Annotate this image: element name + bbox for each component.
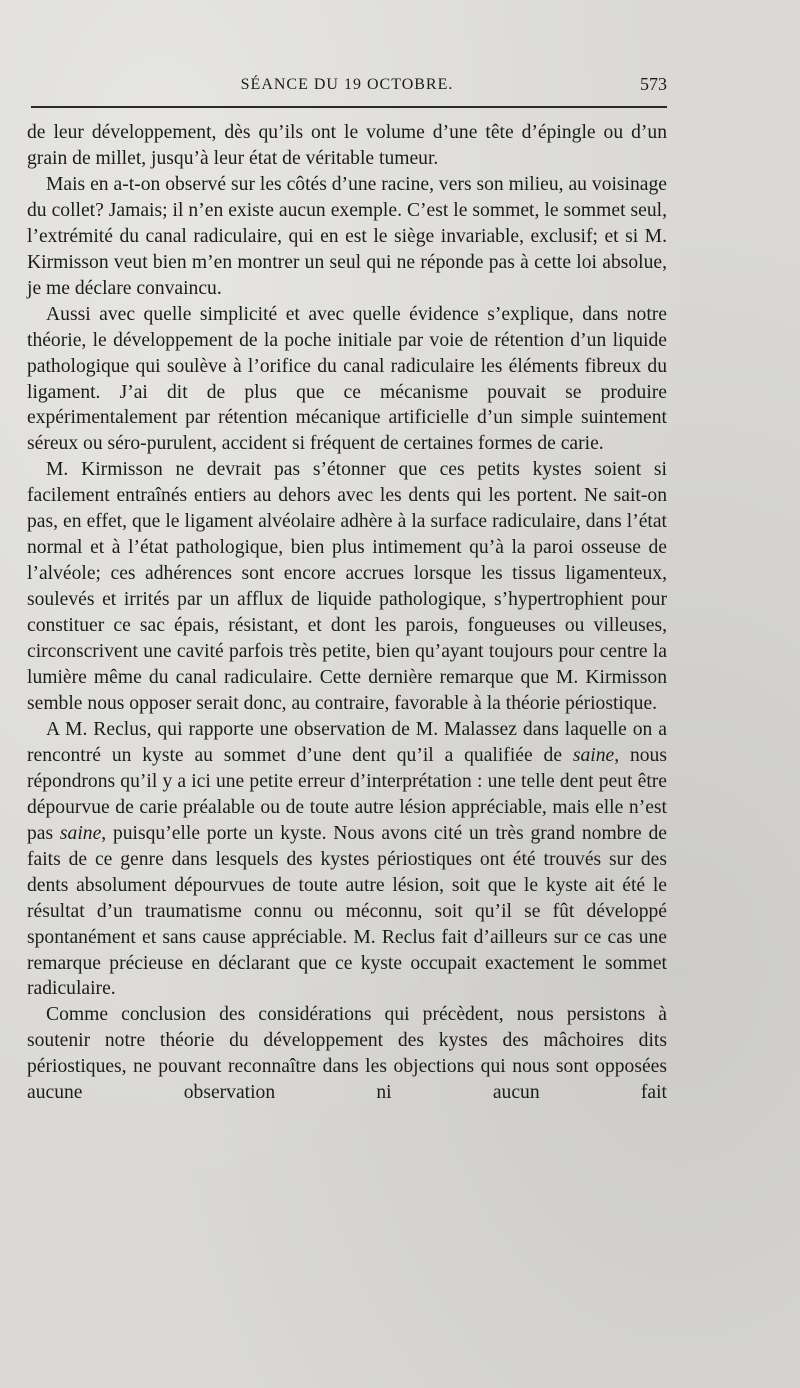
italic-word: saine bbox=[59, 822, 102, 844]
running-head bbox=[27, 72, 667, 102]
header-rule bbox=[31, 106, 667, 108]
paragraph: Aussi avec quelle simplicité et avec quelle évidence s’explique, dans notre théorie, le développement de la poche initiale par voie de rétention d’un liquide pathologique qui soulève à l’orifice du canal radiculaire les éléments fibreux du ligament. J’ai dit de plus que ce mécanisme pouvait se produire expérimentalement par rétention mécanique artificielle d’un simple suintement séreux ou séro-purulent, accident si fréquent de certaines formes de carie. bbox=[27, 303, 667, 455]
paragraph bbox=[27, 717, 667, 1002]
running-title: SÉANCE DU 19 OCTOBRE. bbox=[240, 76, 454, 93]
paragraph: Mais en a-t-on observé sur les côtés d’une racine, vers son milieu, au voisinage du collet? Jamais; il n’en existe aucun exemple. C’est le sommet, le sommet seul, l’extrémité du canal radiculaire, qui en est le siège invariable, exclusif; et si M. Kirmisson veut bien m’en montrer un seul qui ne réponde pas à cette loi absolue, je me déclare convaincu. bbox=[27, 173, 667, 299]
paragraph-text: A M. Reclus, qui rapporte une observation de M. Malassez dans laquelle on a rencontré un kyste au sommet d’une dent qu’il a qualifiée de bbox=[27, 718, 667, 766]
page-number: 573 bbox=[640, 74, 667, 94]
paragraph: M. Kirmisson ne devrait pas s’étonner que ces petits kystes soient si facilement entraînés entiers au dehors avec les dents qui les portent. Ne sait-on pas, en effet, que le ligament alvéolaire adhère à la surface radiculaire, dans l’état normal et à l’état pathologique, bien plus intimement qu’à la paroi osseuse de l’alvéole; ces adhérences sont encore accrues lorsque les tissus ligamenteux, soulevés et irrités par un afflux de liquide pathologique, s’hypertrophient pour constituer ce sac épais, résistant, et dont les parois, fongueuses ou villeuses, circonscrivent une cavité parfois très petite, bien qu’ayant toujours pour centre la lumière même du canal radiculaire. Cette dernière remarque que M. Kirmisson semble nous opposer serait donc, au contraire, favorable à la théorie périostique. bbox=[27, 459, 667, 714]
book-page bbox=[27, 72, 667, 1106]
body-text bbox=[27, 120, 667, 1106]
paragraph-text: , puisqu’elle porte un kyste. Nous avons cité un très grand nombre de faits de ce genre dans lesquels des kystes périostiques ont été trouvés sur des dents absolument dépourvues de toute autre lésion, soit que le kyste ait été le résultat d’un traumatisme connu ou méconnu, soit qu’il se fût développé spontanément et sans cause appréciable. M. Reclus fait d’ailleurs sur ce cas une remarque précieuse en déclarant que ce kyste occupait exactement le sommet radiculaire. bbox=[27, 822, 667, 1000]
italic-word: saine bbox=[572, 744, 615, 766]
paragraph: de leur développement, dès qu’ils ont le volume d’une tête d’épingle ou d’un grain de millet, jusqu’à leur état de véritable tumeur. bbox=[27, 122, 667, 169]
paragraph-text: , nous répondrons qu’il y a ici une petite erreur d’interprétation : une telle dent peut être dépourvue de carie préalable ou de toute autre lésion appréciable, mais elle n’est pas bbox=[27, 744, 667, 844]
paragraph: Comme conclusion des considérations qui précèdent, nous persistons à soutenir notre théorie du développement des kystes des mâchoires dits périostiques, ne pouvant reconnaître dans les objections qui nous sont opposées aucune observation ni aucun fait bbox=[27, 1004, 667, 1104]
